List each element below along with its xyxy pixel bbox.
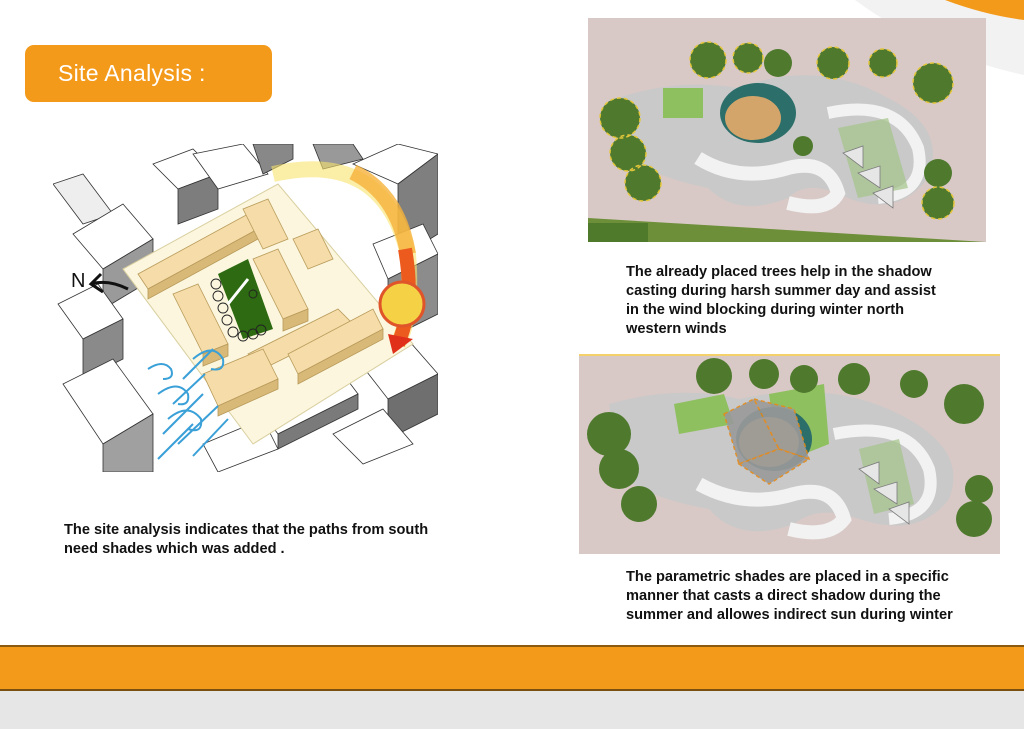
caption-shades: The parametric shades are placed in a specific manner that casts a direct shadow during the summer and allowes indirect sun during winter: [626, 569, 953, 623]
plan-render-shades: [579, 354, 1000, 554]
plan-render-trees: [588, 18, 986, 242]
site-analysis-diagram: [53, 144, 438, 472]
caption-site-analysis: The site analysis indicates that the paths from south need shades which was added .: [64, 522, 429, 557]
caption-trees: The already placed trees help in the shadow casting during harsh summer day and assist in the wind blocking during winter north western winds: [626, 264, 936, 337]
footer-strip: [0, 691, 1024, 729]
page-title: Site Analysis :: [25, 45, 272, 102]
orange-band: [0, 645, 1024, 691]
svg-text:N: N: [71, 270, 86, 292]
sun-icon: [380, 282, 424, 326]
